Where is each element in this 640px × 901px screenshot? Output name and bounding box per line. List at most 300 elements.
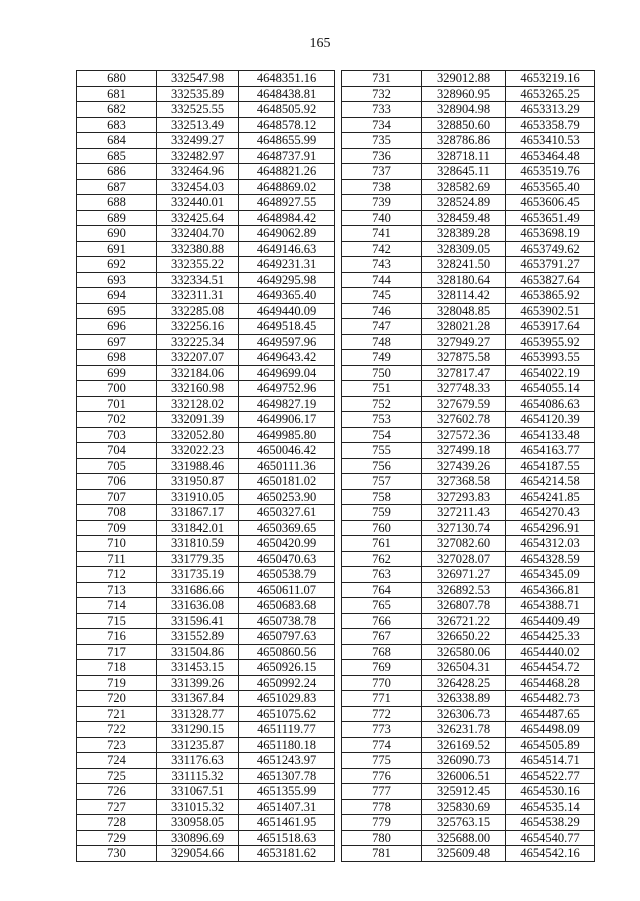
point-number-cell: 726 xyxy=(77,784,157,800)
y-coordinate-cell: 4649752.96 xyxy=(239,381,335,397)
table-row xyxy=(77,288,335,304)
table-row xyxy=(77,334,335,350)
x-coordinate-cell: 332380.88 xyxy=(157,241,239,257)
table-row xyxy=(77,257,335,273)
x-coordinate-cell: 327211.43 xyxy=(422,505,506,521)
x-coordinate-cell: 328114.42 xyxy=(422,288,506,304)
point-number-cell: 739 xyxy=(342,195,422,211)
y-coordinate-cell: 4648984.42 xyxy=(239,210,335,226)
table-row xyxy=(77,520,335,536)
point-number-cell: 688 xyxy=(77,195,157,211)
point-number-cell: 694 xyxy=(77,288,157,304)
point-number-cell: 731 xyxy=(342,71,422,87)
y-coordinate-cell: 4650992.24 xyxy=(239,675,335,691)
y-coordinate-cell: 4653917.64 xyxy=(506,319,595,335)
point-number-cell: 756 xyxy=(342,458,422,474)
x-coordinate-cell: 327602.78 xyxy=(422,412,506,428)
point-number-cell: 722 xyxy=(77,722,157,738)
x-coordinate-cell: 325830.69 xyxy=(422,799,506,815)
point-number-cell: 717 xyxy=(77,644,157,660)
point-number-cell: 711 xyxy=(77,551,157,567)
x-coordinate-cell: 332052.80 xyxy=(157,427,239,443)
table-row xyxy=(342,768,595,784)
point-number-cell: 761 xyxy=(342,536,422,552)
y-coordinate-cell: 4651307.78 xyxy=(239,768,335,784)
point-number-cell: 704 xyxy=(77,443,157,459)
x-coordinate-cell: 327028.07 xyxy=(422,551,506,567)
y-coordinate-cell: 4654409.49 xyxy=(506,613,595,629)
y-coordinate-cell: 4648438.81 xyxy=(239,86,335,102)
x-coordinate-cell: 327817.47 xyxy=(422,365,506,381)
y-coordinate-cell: 4651355.99 xyxy=(239,784,335,800)
x-coordinate-cell: 332454.03 xyxy=(157,179,239,195)
point-number-cell: 741 xyxy=(342,226,422,242)
table-row xyxy=(342,334,595,350)
point-number-cell: 712 xyxy=(77,567,157,583)
x-coordinate-cell: 328582.69 xyxy=(422,179,506,195)
y-coordinate-cell: 4654296.91 xyxy=(506,520,595,536)
table-row xyxy=(342,520,595,536)
point-number-cell: 729 xyxy=(77,830,157,846)
table-row xyxy=(77,148,335,164)
point-number-cell: 745 xyxy=(342,288,422,304)
x-coordinate-cell: 326338.89 xyxy=(422,691,506,707)
table-row xyxy=(77,443,335,459)
x-coordinate-cell: 331842.01 xyxy=(157,520,239,536)
y-coordinate-cell: 4651075.62 xyxy=(239,706,335,722)
table-row xyxy=(342,582,595,598)
x-coordinate-cell: 332535.89 xyxy=(157,86,239,102)
y-coordinate-cell: 4654187.55 xyxy=(506,458,595,474)
point-number-cell: 748 xyxy=(342,334,422,350)
table-row xyxy=(342,102,595,118)
x-coordinate-cell: 331115.32 xyxy=(157,768,239,784)
table-row xyxy=(77,226,335,242)
table-row xyxy=(77,412,335,428)
table-row xyxy=(342,272,595,288)
y-coordinate-cell: 4650926.15 xyxy=(239,660,335,676)
y-coordinate-cell: 4649440.09 xyxy=(239,303,335,319)
table-row xyxy=(342,644,595,660)
table-row xyxy=(77,303,335,319)
x-coordinate-cell: 328524.89 xyxy=(422,195,506,211)
point-number-cell: 698 xyxy=(77,350,157,366)
y-coordinate-cell: 4654022.19 xyxy=(506,365,595,381)
table-row xyxy=(77,164,335,180)
x-coordinate-cell: 326306.73 xyxy=(422,706,506,722)
point-number-cell: 706 xyxy=(77,474,157,490)
y-coordinate-cell: 4650470.63 xyxy=(239,551,335,567)
point-number-cell: 728 xyxy=(77,815,157,831)
y-coordinate-cell: 4654540.77 xyxy=(506,830,595,846)
y-coordinate-cell: 4649365.40 xyxy=(239,288,335,304)
table-row xyxy=(77,396,335,412)
y-coordinate-cell: 4649906.17 xyxy=(239,412,335,428)
table-row xyxy=(342,148,595,164)
point-number-cell: 715 xyxy=(77,613,157,629)
table-row xyxy=(342,396,595,412)
point-number-cell: 758 xyxy=(342,489,422,505)
table-row xyxy=(77,102,335,118)
table-row xyxy=(342,737,595,753)
y-coordinate-cell: 4650538.79 xyxy=(239,567,335,583)
table-row xyxy=(77,350,335,366)
point-number-cell: 707 xyxy=(77,489,157,505)
table-row xyxy=(342,799,595,815)
x-coordinate-cell: 328850.60 xyxy=(422,117,506,133)
y-coordinate-cell: 4654530.16 xyxy=(506,784,595,800)
x-coordinate-cell: 326231.78 xyxy=(422,722,506,738)
x-coordinate-cell: 327368.58 xyxy=(422,474,506,490)
x-coordinate-cell: 325912.45 xyxy=(422,784,506,800)
point-number-cell: 684 xyxy=(77,133,157,149)
point-number-cell: 719 xyxy=(77,675,157,691)
table-row xyxy=(77,210,335,226)
y-coordinate-cell: 4654120.39 xyxy=(506,412,595,428)
point-number-cell: 779 xyxy=(342,815,422,831)
point-number-cell: 721 xyxy=(77,706,157,722)
table-row xyxy=(77,675,335,691)
x-coordinate-cell: 330958.05 xyxy=(157,815,239,831)
table-row xyxy=(77,489,335,505)
x-coordinate-cell: 328960.95 xyxy=(422,86,506,102)
x-coordinate-cell: 332225.34 xyxy=(157,334,239,350)
table-row xyxy=(77,722,335,738)
table-row xyxy=(77,381,335,397)
y-coordinate-cell: 4650420.99 xyxy=(239,536,335,552)
table-row xyxy=(77,737,335,753)
point-number-cell: 774 xyxy=(342,737,422,753)
x-coordinate-cell: 332022.23 xyxy=(157,443,239,459)
x-coordinate-cell: 328048.85 xyxy=(422,303,506,319)
table-row xyxy=(342,319,595,335)
x-coordinate-cell: 332285.08 xyxy=(157,303,239,319)
point-number-cell: 767 xyxy=(342,629,422,645)
y-coordinate-cell: 4654498.09 xyxy=(506,722,595,738)
y-coordinate-cell: 4648869.02 xyxy=(239,179,335,195)
point-number-cell: 716 xyxy=(77,629,157,645)
point-number-cell: 734 xyxy=(342,117,422,133)
y-coordinate-cell: 4654514.71 xyxy=(506,753,595,769)
table-row xyxy=(342,629,595,645)
x-coordinate-cell: 331867.17 xyxy=(157,505,239,521)
point-number-cell: 708 xyxy=(77,505,157,521)
table-row xyxy=(77,551,335,567)
point-number-cell: 702 xyxy=(77,412,157,428)
point-number-cell: 751 xyxy=(342,381,422,397)
x-coordinate-cell: 328180.64 xyxy=(422,272,506,288)
table-row xyxy=(342,505,595,521)
x-coordinate-cell: 327130.74 xyxy=(422,520,506,536)
x-coordinate-cell: 325609.48 xyxy=(422,846,506,862)
y-coordinate-cell: 4654163.77 xyxy=(506,443,595,459)
x-coordinate-cell: 332499.27 xyxy=(157,133,239,149)
x-coordinate-cell: 328241.50 xyxy=(422,257,506,273)
table-row xyxy=(77,86,335,102)
table-row xyxy=(77,784,335,800)
point-number-cell: 681 xyxy=(77,86,157,102)
point-number-cell: 772 xyxy=(342,706,422,722)
table-row xyxy=(77,117,335,133)
table-row xyxy=(77,241,335,257)
y-coordinate-cell: 4653219.16 xyxy=(506,71,595,87)
y-coordinate-cell: 4651461.95 xyxy=(239,815,335,831)
point-number-cell: 754 xyxy=(342,427,422,443)
x-coordinate-cell: 325763.15 xyxy=(422,815,506,831)
y-coordinate-cell: 4648578.12 xyxy=(239,117,335,133)
y-coordinate-cell: 4654482.73 xyxy=(506,691,595,707)
table-row xyxy=(77,706,335,722)
y-coordinate-cell: 4653519.76 xyxy=(506,164,595,180)
table-row xyxy=(342,195,595,211)
x-coordinate-cell: 332091.39 xyxy=(157,412,239,428)
table-row xyxy=(342,443,595,459)
y-coordinate-cell: 4654345.09 xyxy=(506,567,595,583)
point-number-cell: 683 xyxy=(77,117,157,133)
y-coordinate-cell: 4651119.77 xyxy=(239,722,335,738)
point-number-cell: 776 xyxy=(342,768,422,784)
x-coordinate-cell: 331686.66 xyxy=(157,582,239,598)
y-coordinate-cell: 4653410.53 xyxy=(506,133,595,149)
y-coordinate-cell: 4653865.92 xyxy=(506,288,595,304)
x-coordinate-cell: 327748.33 xyxy=(422,381,506,397)
y-coordinate-cell: 4654270.43 xyxy=(506,505,595,521)
y-coordinate-cell: 4653827.64 xyxy=(506,272,595,288)
table-row xyxy=(77,567,335,583)
y-coordinate-cell: 4653955.92 xyxy=(506,334,595,350)
x-coordinate-cell: 326090.73 xyxy=(422,753,506,769)
table-row xyxy=(342,815,595,831)
point-number-cell: 771 xyxy=(342,691,422,707)
y-coordinate-cell: 4650327.61 xyxy=(239,505,335,521)
y-coordinate-cell: 4649699.04 xyxy=(239,365,335,381)
point-number-cell: 710 xyxy=(77,536,157,552)
table-row xyxy=(342,381,595,397)
point-number-cell: 738 xyxy=(342,179,422,195)
point-number-cell: 703 xyxy=(77,427,157,443)
point-number-cell: 759 xyxy=(342,505,422,521)
x-coordinate-cell: 331453.15 xyxy=(157,660,239,676)
y-coordinate-cell: 4650111.36 xyxy=(239,458,335,474)
x-coordinate-cell: 328021.28 xyxy=(422,319,506,335)
table-row xyxy=(77,598,335,614)
point-number-cell: 687 xyxy=(77,179,157,195)
point-number-cell: 743 xyxy=(342,257,422,273)
y-coordinate-cell: 4649518.45 xyxy=(239,319,335,335)
point-number-cell: 690 xyxy=(77,226,157,242)
y-coordinate-cell: 4650369.65 xyxy=(239,520,335,536)
y-coordinate-cell: 4653993.55 xyxy=(506,350,595,366)
y-coordinate-cell: 4654055.14 xyxy=(506,381,595,397)
y-coordinate-cell: 4650611.07 xyxy=(239,582,335,598)
y-coordinate-cell: 4654328.59 xyxy=(506,551,595,567)
point-number-cell: 718 xyxy=(77,660,157,676)
table-row xyxy=(342,412,595,428)
point-number-cell: 763 xyxy=(342,567,422,583)
point-number-cell: 686 xyxy=(77,164,157,180)
x-coordinate-cell: 328786.86 xyxy=(422,133,506,149)
table-row xyxy=(342,164,595,180)
x-coordinate-cell: 330896.69 xyxy=(157,830,239,846)
table-row xyxy=(77,768,335,784)
table-row xyxy=(342,86,595,102)
table-row xyxy=(342,660,595,676)
y-coordinate-cell: 4654388.71 xyxy=(506,598,595,614)
table-row xyxy=(77,644,335,660)
point-number-cell: 773 xyxy=(342,722,422,738)
coordinates-table-right xyxy=(341,70,595,862)
x-coordinate-cell: 332207.07 xyxy=(157,350,239,366)
table-row xyxy=(342,288,595,304)
table-row xyxy=(342,598,595,614)
y-coordinate-cell: 4649146.63 xyxy=(239,241,335,257)
table-row xyxy=(342,303,595,319)
y-coordinate-cell: 4650046.42 xyxy=(239,443,335,459)
point-number-cell: 713 xyxy=(77,582,157,598)
point-number-cell: 749 xyxy=(342,350,422,366)
x-coordinate-cell: 331988.46 xyxy=(157,458,239,474)
coordinates-table-left-body xyxy=(77,71,335,862)
x-coordinate-cell: 331367.84 xyxy=(157,691,239,707)
table-row xyxy=(77,846,335,862)
table-row xyxy=(77,505,335,521)
table-row xyxy=(342,613,595,629)
x-coordinate-cell: 328459.48 xyxy=(422,210,506,226)
point-number-cell: 752 xyxy=(342,396,422,412)
table-row xyxy=(77,458,335,474)
table-row xyxy=(342,567,595,583)
y-coordinate-cell: 4651243.97 xyxy=(239,753,335,769)
point-number-cell: 762 xyxy=(342,551,422,567)
x-coordinate-cell: 327293.83 xyxy=(422,489,506,505)
table-row xyxy=(342,365,595,381)
point-number-cell: 682 xyxy=(77,102,157,118)
table-row xyxy=(77,613,335,629)
x-coordinate-cell: 332184.06 xyxy=(157,365,239,381)
y-coordinate-cell: 4651180.18 xyxy=(239,737,335,753)
point-number-cell: 700 xyxy=(77,381,157,397)
y-coordinate-cell: 4653464.48 xyxy=(506,148,595,164)
table-row xyxy=(342,691,595,707)
table-row xyxy=(342,117,595,133)
point-number-cell: 765 xyxy=(342,598,422,614)
y-coordinate-cell: 4649827.19 xyxy=(239,396,335,412)
point-number-cell: 768 xyxy=(342,644,422,660)
table-row xyxy=(77,365,335,381)
y-coordinate-cell: 4654440.02 xyxy=(506,644,595,660)
table-row xyxy=(342,551,595,567)
table-row xyxy=(342,458,595,474)
x-coordinate-cell: 326169.52 xyxy=(422,737,506,753)
table-row xyxy=(342,830,595,846)
x-coordinate-cell: 332334.51 xyxy=(157,272,239,288)
table-row xyxy=(77,133,335,149)
page-number: 165 xyxy=(309,36,331,51)
x-coordinate-cell: 327439.26 xyxy=(422,458,506,474)
table-row xyxy=(342,350,595,366)
table-row xyxy=(77,71,335,87)
x-coordinate-cell: 326650.22 xyxy=(422,629,506,645)
y-coordinate-cell: 4654538.29 xyxy=(506,815,595,831)
table-row xyxy=(342,179,595,195)
y-coordinate-cell: 4654542.16 xyxy=(506,846,595,862)
point-number-cell: 736 xyxy=(342,148,422,164)
x-coordinate-cell: 325688.00 xyxy=(422,830,506,846)
y-coordinate-cell: 4649643.42 xyxy=(239,350,335,366)
y-coordinate-cell: 4653902.51 xyxy=(506,303,595,319)
table-row xyxy=(342,133,595,149)
y-coordinate-cell: 4653606.45 xyxy=(506,195,595,211)
x-coordinate-cell: 328645.11 xyxy=(422,164,506,180)
y-coordinate-cell: 4654522.77 xyxy=(506,768,595,784)
table-row xyxy=(342,784,595,800)
y-coordinate-cell: 4650683.68 xyxy=(239,598,335,614)
point-number-cell: 723 xyxy=(77,737,157,753)
point-number-cell: 691 xyxy=(77,241,157,257)
point-number-cell: 780 xyxy=(342,830,422,846)
table-row xyxy=(77,830,335,846)
point-number-cell: 775 xyxy=(342,753,422,769)
point-number-cell: 720 xyxy=(77,691,157,707)
y-coordinate-cell: 4653313.29 xyxy=(506,102,595,118)
table-row xyxy=(77,195,335,211)
table-row xyxy=(77,799,335,815)
x-coordinate-cell: 332404.70 xyxy=(157,226,239,242)
point-number-cell: 705 xyxy=(77,458,157,474)
y-coordinate-cell: 4654133.48 xyxy=(506,427,595,443)
table-row xyxy=(342,257,595,273)
point-number-cell: 732 xyxy=(342,86,422,102)
table-row xyxy=(342,71,595,87)
x-coordinate-cell: 331504.86 xyxy=(157,644,239,660)
x-coordinate-cell: 331176.63 xyxy=(157,753,239,769)
x-coordinate-cell: 331328.77 xyxy=(157,706,239,722)
coordinates-table-left xyxy=(76,70,335,862)
x-coordinate-cell: 331636.08 xyxy=(157,598,239,614)
x-coordinate-cell: 332256.16 xyxy=(157,319,239,335)
table-row xyxy=(77,582,335,598)
x-coordinate-cell: 331735.19 xyxy=(157,567,239,583)
x-coordinate-cell: 327082.60 xyxy=(422,536,506,552)
point-number-cell: 696 xyxy=(77,319,157,335)
point-number-cell: 730 xyxy=(77,846,157,862)
y-coordinate-cell: 4649231.31 xyxy=(239,257,335,273)
point-number-cell: 740 xyxy=(342,210,422,226)
y-coordinate-cell: 4654366.81 xyxy=(506,582,595,598)
x-coordinate-cell: 327875.58 xyxy=(422,350,506,366)
point-number-cell: 755 xyxy=(342,443,422,459)
x-coordinate-cell: 326504.31 xyxy=(422,660,506,676)
y-coordinate-cell: 4648821.26 xyxy=(239,164,335,180)
point-number-cell: 695 xyxy=(77,303,157,319)
x-coordinate-cell: 328309.05 xyxy=(422,241,506,257)
y-coordinate-cell: 4654425.33 xyxy=(506,629,595,645)
table-row xyxy=(342,474,595,490)
point-number-cell: 769 xyxy=(342,660,422,676)
y-coordinate-cell: 4649062.89 xyxy=(239,226,335,242)
x-coordinate-cell: 331015.32 xyxy=(157,799,239,815)
point-number-cell: 693 xyxy=(77,272,157,288)
table-row xyxy=(342,210,595,226)
y-coordinate-cell: 4648505.92 xyxy=(239,102,335,118)
x-coordinate-cell: 331552.89 xyxy=(157,629,239,645)
y-coordinate-cell: 4654241.85 xyxy=(506,489,595,505)
x-coordinate-cell: 331810.59 xyxy=(157,536,239,552)
y-coordinate-cell: 4653698.19 xyxy=(506,226,595,242)
point-number-cell: 697 xyxy=(77,334,157,350)
y-coordinate-cell: 4649985.80 xyxy=(239,427,335,443)
y-coordinate-cell: 4648927.55 xyxy=(239,195,335,211)
